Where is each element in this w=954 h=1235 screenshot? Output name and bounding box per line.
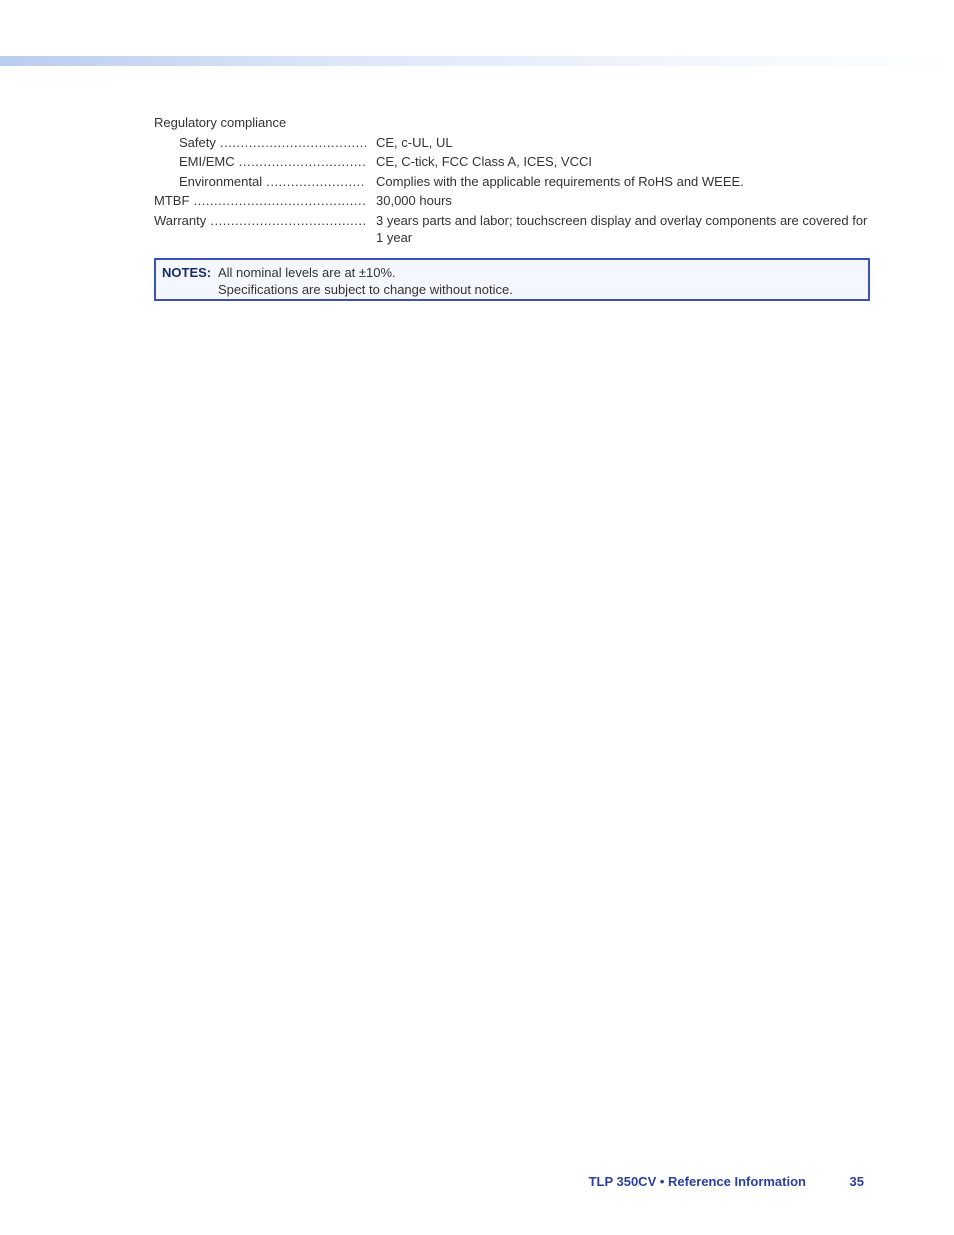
- environmental-value: Complies with the applicable requirements of RoHS and WEEE.: [376, 173, 744, 189]
- specifications-list: [154, 113, 870, 248]
- safety-value: CE, c-UL, UL: [376, 134, 453, 150]
- spec-row-warranty: [154, 211, 870, 248]
- spec-row-emi: [154, 152, 870, 172]
- header-gradient-bar: [0, 56, 954, 66]
- environmental-label: Environmental .....: [179, 172, 366, 192]
- mtbf-label: MTBF .....: [154, 191, 366, 211]
- warranty-label: Warranty .....: [154, 211, 366, 231]
- safety-label: Safety .....: [179, 133, 366, 153]
- footer-title: TLP 350CV • Reference Information: [588, 1174, 806, 1189]
- spec-row-mtbf: [154, 191, 870, 211]
- notes-box: [154, 258, 870, 301]
- mtbf-value: 30,000 hours: [376, 193, 452, 209]
- notes-text: [218, 264, 513, 298]
- emi-value: CE, C-tick, FCC Class A, ICES, VCCI: [376, 154, 592, 170]
- notes-label: NOTES:: [162, 265, 212, 280]
- spec-row-safety: [154, 133, 870, 153]
- page-number: 35: [849, 1174, 864, 1189]
- spec-row-environmental: [154, 172, 870, 192]
- notes-line-2: Specifications are subject to change without notice.: [218, 282, 513, 297]
- emi-label: EMI/EMC .....: [179, 152, 366, 172]
- notes-line-1: All nominal levels are at ±10%.: [218, 265, 396, 280]
- warranty-value: 3 years parts and labor; touchscreen display and overlay components are covered for 1 year: [376, 212, 868, 245]
- regulatory-heading: Regulatory compliance: [154, 115, 287, 130]
